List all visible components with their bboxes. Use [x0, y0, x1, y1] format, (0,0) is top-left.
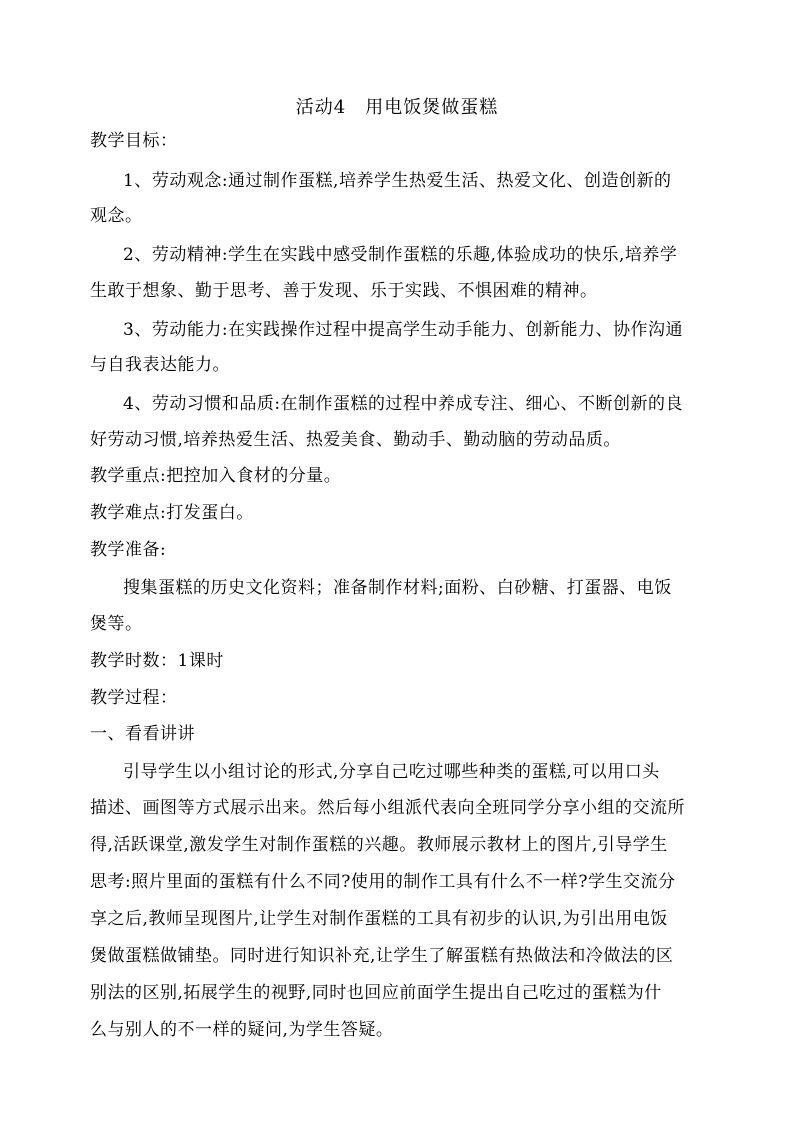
process-paragraph-line-5: 享之后,教师呈现图片,让学生对制作蛋糕的工具有初步的认识,为引出用电饭: [90, 909, 668, 929]
key-point: 教学重点:把控加入食材的分量。: [90, 466, 342, 486]
objective-4-line-1: 4、劳动习惯和品质:在制作蛋糕的过程中养成专注、细心、不断创新的良: [123, 394, 684, 414]
preparation-line-2: 煲等。: [90, 614, 143, 634]
difficult-point: 教学难点:打发蛋白。: [90, 503, 254, 523]
objective-1-line-2: 观念。: [90, 206, 143, 226]
section-heading-objectives: 教学目标：: [90, 131, 178, 151]
preparation-line-1: 搜集蛋糕的历史文化资料；准备制作材料;面粉、白砂糖、打蛋器、电饭: [123, 578, 672, 598]
process-paragraph-line-4: 思考:照片里面的蛋糕有什么不同?使用的制作工具有什么不一样?学生交流分: [90, 872, 676, 892]
objective-3-line-2: 与自我表达能力。: [90, 355, 230, 375]
process-paragraph-line-7: 别法的区别,拓展学生的视野,同时也回应前面学生提出自己吃过的蛋糕为什: [90, 983, 662, 1003]
objective-4-line-2: 好劳动习惯,培养热爱生活、热爱美食、勤动手、勤动脑的劳动品质。: [90, 430, 621, 450]
process-paragraph-line-3: 得,活跃课堂,激发学生对制作蛋糕的兴趣。教师展示教材上的图片,引导学生: [90, 835, 668, 855]
process-paragraph-line-6: 煲做蛋糕做铺垫。同时进行知识补充,让学生了解蛋糕有热做法和冷做法的区: [90, 946, 674, 966]
process-paragraph-line-2: 描述、画图等方式展示出来。然后每小组派代表向全班同学分享小组的交流所: [90, 798, 685, 818]
process-paragraph-line-8: 么与别人的不一样的疑问,为学生答疑。: [90, 1020, 394, 1040]
objective-2-line-1: 2、劳动精神:学生在实践中感受制作蛋糕的乐趣,体验成功的快乐,培养学: [123, 245, 678, 265]
objective-3-line-1: 3、劳动能力:在实践操作过程中提高学生动手能力、创新能力、协作沟通: [123, 320, 684, 340]
document-title: 活动4 用电饭煲做蛋糕: [295, 97, 499, 118]
objective-1-line-1: 1、劳动观念:通过制作蛋糕,培养学生热爱生活、热爱文化、创造创新的: [123, 171, 672, 191]
teaching-hours: 教学时数：1课时: [90, 651, 224, 671]
section-heading-process: 教学过程：: [90, 688, 178, 708]
subsection-heading-look-and-talk: 一、看看讲讲: [90, 724, 195, 744]
section-heading-preparation: 教学准备:: [90, 540, 167, 560]
objective-2-line-2: 生敢于想象、勤于思考、善于发现、乐于实践、不惧困难的精神。: [90, 281, 598, 301]
process-paragraph-line-1: 引导学生以小组讨论的形式,分享自己吃过哪些种类的蛋糕,可以用口头: [123, 762, 660, 782]
